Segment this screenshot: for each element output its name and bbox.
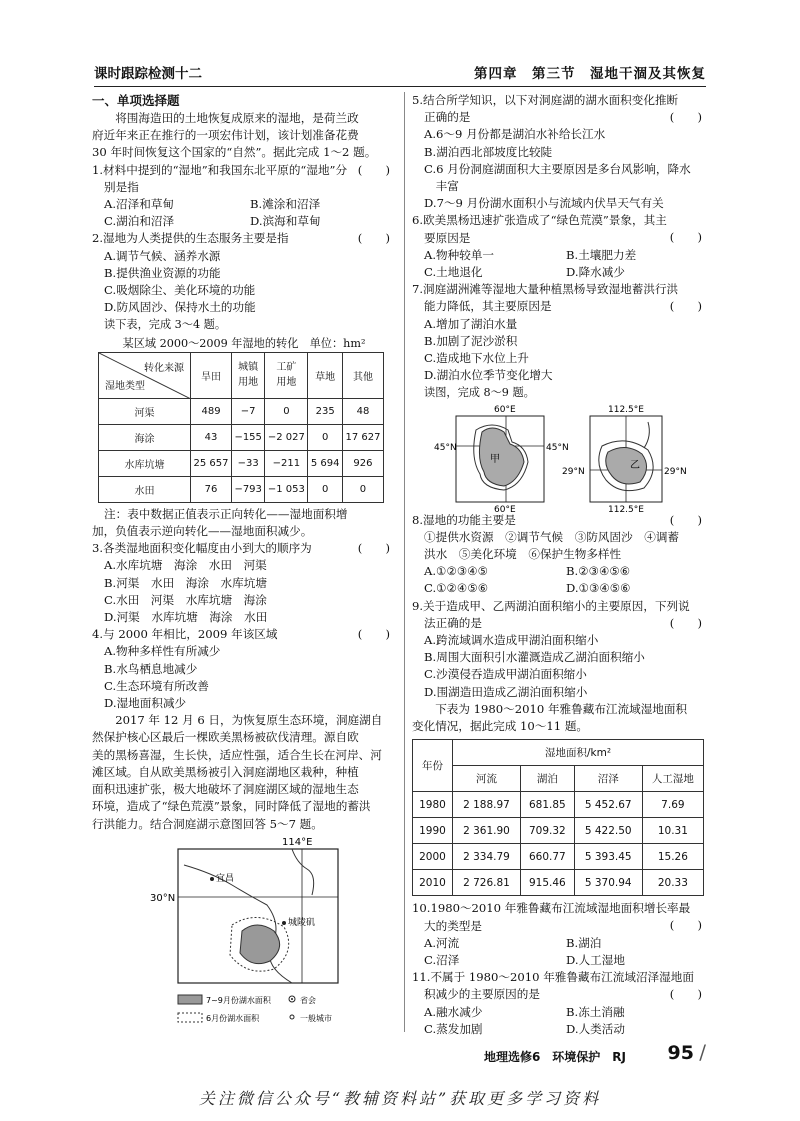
answer-paren: ( ) — [357, 162, 390, 177]
svg-text:60°E: 60°E — [494, 404, 516, 415]
section-title: 一、单项选择题 — [92, 93, 180, 108]
footer-slash: / — [699, 1040, 706, 1064]
table2: 年份 湿地面积/km² 河流 湖泊 沼泽 人工湿地 1980 2 188.97 681.85 5 452.67 7.69 1990 2 361.90 709.32 5 422.50 10.31 2000 2 334.79 660.77 5 393.45 15.26 2010 2 726.81 915.46 5 370.94 20.33 — [412, 739, 704, 896]
svg-text:一般城市: 一般城市 — [300, 1013, 332, 1023]
answer-paren: ( ) — [669, 299, 702, 314]
svg-text:45°N: 45°N — [546, 442, 569, 453]
answer-paren: ( ) — [669, 918, 702, 933]
svg-text:114°E: 114°E — [282, 836, 313, 848]
table2-header: 湿地面积/km² — [453, 740, 704, 766]
table1-row: 水田 76 −793 −1 053 0 0 — [99, 476, 384, 502]
svg-text:6月份湖水面积: 6月份湖水面积 — [206, 1013, 260, 1023]
right-column — [412, 92, 708, 1038]
page-header — [94, 62, 706, 82]
read-map-prompt: 读图，完成 8～9 题。 — [424, 386, 535, 400]
answer-paren: ( ) — [357, 541, 390, 556]
question-2: 2.湿地为人类提供的生态服务主要是指 ( ) A.调节气候、涵养水源 B.提供渔业资源的功能 C.吸烟除尘、美化环境的功能 D.防风固沙、保持水土的功能 — [92, 231, 390, 315]
table1-row: 海涂 43 −155 −2 027 0 17 627 — [99, 424, 384, 450]
answer-paren: ( ) — [669, 615, 702, 630]
table1-row: 河渠 489 −7 0 235 48 — [99, 398, 384, 424]
table2-row: 2010 2 726.81 915.46 5 370.94 20.33 — [413, 870, 704, 896]
answer-paren: ( ) — [669, 230, 702, 245]
table1-row: 水库坑塘 25 657 −33 −211 5 694 926 — [99, 450, 384, 476]
question-8: 8.湿地的功能主要是 ( ) ①提供水资源 ②调节气候 ③防风固沙 ④调蓄 洪水 ⑤美化环境 ⑥保护生物多样性 A.①②③④⑤ B.②③④⑤⑥ C.①②④⑤⑥ D.①③④⑤⑥ — [412, 512, 702, 596]
question-6: 6.欧美黑杨迅速扩张造成了“绿色荒漠”景象，其主 要原因是 ( ) A.物种较单一 B.土壤肥力差 C.土地退化 D.降水减少 — [412, 213, 702, 280]
table1-col: 城镇 用地 — [232, 352, 265, 398]
answer-paren: ( ) — [357, 627, 390, 642]
intro-1: 将围海造田的土地恢复成原来的湿地，是荷兰政 府近年来正在推行的一项宏伟计划，该计划准备花费 30 年时间恢复这个国家的“自然”。据此完成 1～2 题。 — [92, 111, 377, 160]
table1-col: 旱田 — [191, 352, 232, 398]
svg-text:甲: 甲 — [490, 453, 500, 465]
table1-caption: 某区域 2000～2009 年湿地的转化 单位：hm² — [122, 336, 366, 350]
svg-text:60°E: 60°E — [494, 504, 516, 512]
column-divider — [404, 92, 405, 1032]
svg-text:112.5°E: 112.5°E — [608, 404, 644, 415]
svg-text:省会: 省会 — [300, 995, 316, 1005]
table1 — [98, 352, 384, 503]
header-left: 课时跟踪检测十二 — [94, 66, 202, 82]
table1-col: 工矿 用地 — [265, 352, 308, 398]
header-rule — [94, 86, 706, 87]
dongting-lake-map — [92, 835, 396, 1035]
question-5: 5.结合所学知识，以下对洞庭湖的湖水面积变化推断 正确的是 ( ) A.6～9 月份都是湖泊水补给长江水 B.湖泊西北部坡度比较陡 C.6 月份洞庭湖面积大主要原因是多台风影响，降水 丰富 D.7～9 月份湖水面积小与流域内伏旱天气有关 — [412, 93, 702, 211]
table2-row: 1980 2 188.97 681.85 5 452.67 7.69 — [413, 792, 704, 818]
svg-text:29°N: 29°N — [664, 466, 687, 477]
svg-text:宜昌: 宜昌 — [216, 873, 235, 884]
intro-2: 2017 年 12 月 6 日，为恢复原生态环境，洞庭湖自 然保护核心区最后一棵欧美黑杨被砍伐清理。源自欧 美的黑杨喜湿，生长快，适应性强，适合生长在河岸、河 滩区域。自从欧美黑杨被引入洞庭湖地区栽种，种植 面积迅速扩张，极大地破坏了洞庭湖区域的湿地生态 环境，造成了“绿色荒漠”景象，同时降低了湿地的蓄洪 行洪能力。结合洞庭湖示意图回答 5～7 题。 — [92, 713, 383, 831]
lakes-map — [412, 402, 708, 512]
question-10: 10.1980～2010 年雅鲁藏布江流域湿地面积增长率最 大的类型是 ( ) A.河流 B.湖泊 C.沼泽 D.人工湿地 — [412, 901, 702, 967]
bottom-note: 关注微信公众号“教辅资料站”获取更多学习资料 — [198, 1089, 602, 1108]
svg-text:112.5°E: 112.5°E — [608, 504, 644, 512]
header-right: 第四章 第三节 湿地干涸及其恢复 — [474, 66, 706, 82]
svg-text:城陵矶: 城陵矶 — [288, 917, 316, 928]
svg-text:7~9月份湖水面积: 7~9月份湖水面积 — [206, 995, 271, 1005]
read-table-prompt: 读下表，完成 3～4 题。 — [104, 318, 227, 332]
table1-corner: 转化来源 湿地类型 — [99, 352, 191, 398]
table2-row: 1990 2 361.90 709.32 5 422.50 10.31 — [413, 818, 704, 844]
question-11: 11.不属于 1980～2010 年雅鲁藏布江流域沼泽湿地面 积减少的主要原因的是 ( ) A.融水减少 B.冻土消融 C.蒸发加剧 D.人类活动 — [412, 970, 702, 1036]
table1-col: 草地 — [308, 352, 343, 398]
svg-text:29°N: 29°N — [562, 466, 585, 477]
left-column — [92, 92, 396, 1035]
footer-subject: 地理选修6 环境保护 RJ — [483, 1050, 626, 1064]
question-9: 9.关于造成甲、乙两湖泊面积缩小的主要原因，下列说 法正确的是 ( ) A.跨流域调水造成甲湖泊面积缩小 B.周围大面积引水灌溉造成乙湖泊面积缩小 C.沙漠侵吞造成甲湖泊面积缩小 D.围湖造田造成乙湖泊面积缩小 — [412, 598, 702, 699]
table1-note: 注：表中数据正值表示正向转化——湿地面积增 加，负值表示逆向转化——湿地面积减少。 — [92, 506, 348, 539]
svg-text:乙: 乙 — [630, 459, 640, 471]
page-footer — [94, 1040, 706, 1070]
table2-row: 2000 2 334.79 660.77 5 393.45 15.26 — [413, 844, 704, 870]
answer-paren: ( ) — [669, 987, 702, 1002]
answer-paren: ( ) — [669, 110, 702, 124]
intro-3: 下表为 1980～2010 年雅鲁藏布江流域湿地面积 变化情况，据此完成 10～11 题。 — [412, 701, 688, 734]
question-7: 7.洞庭湖洲滩等湿地大量种植黑杨导致湿地蓄洪行洪 能力降低，其主要原因是 ( ) A.增加了湖泊水量 B.加剧了泥沙淤积 C.造成地下水位上升 D.湖泊水位季节变化增大 — [412, 282, 702, 383]
question-3: 3.各类湿地面积变化幅度由小到大的顺序为 ( ) A.水库坑塘 海涂 水田 河渠 B.河渠 水田 海涂 水库坑塘 C.水田 河渠 水库坑塘 海涂 D.河渠 水库坑塘 海涂 水田 — [92, 541, 390, 625]
answer-paren: ( ) — [669, 512, 702, 527]
page-number: 95 — [667, 1042, 694, 1064]
question-4: 4.与 2000 年相比，2009 年该区域 ( ) A.物种多样性有所减少 B.水鸟栖息地减少 C.生态环境有所改善 D.湿地面积减少 — [92, 627, 390, 711]
svg-text:45°N: 45°N — [434, 442, 457, 453]
table1-col: 其他 — [342, 352, 383, 398]
svg-text:30°N: 30°N — [150, 892, 176, 904]
table2-year-label: 年份 — [413, 740, 453, 792]
question-1: 1.材料中提到的“湿地”和我国东北平原的“湿地”分 别是指 ( ) A.沼泽和草甸 B.滩涂和沼泽 C.湖泊和沼泽 D.滨海和草甸 — [92, 162, 390, 229]
answer-paren: ( ) — [357, 231, 390, 246]
